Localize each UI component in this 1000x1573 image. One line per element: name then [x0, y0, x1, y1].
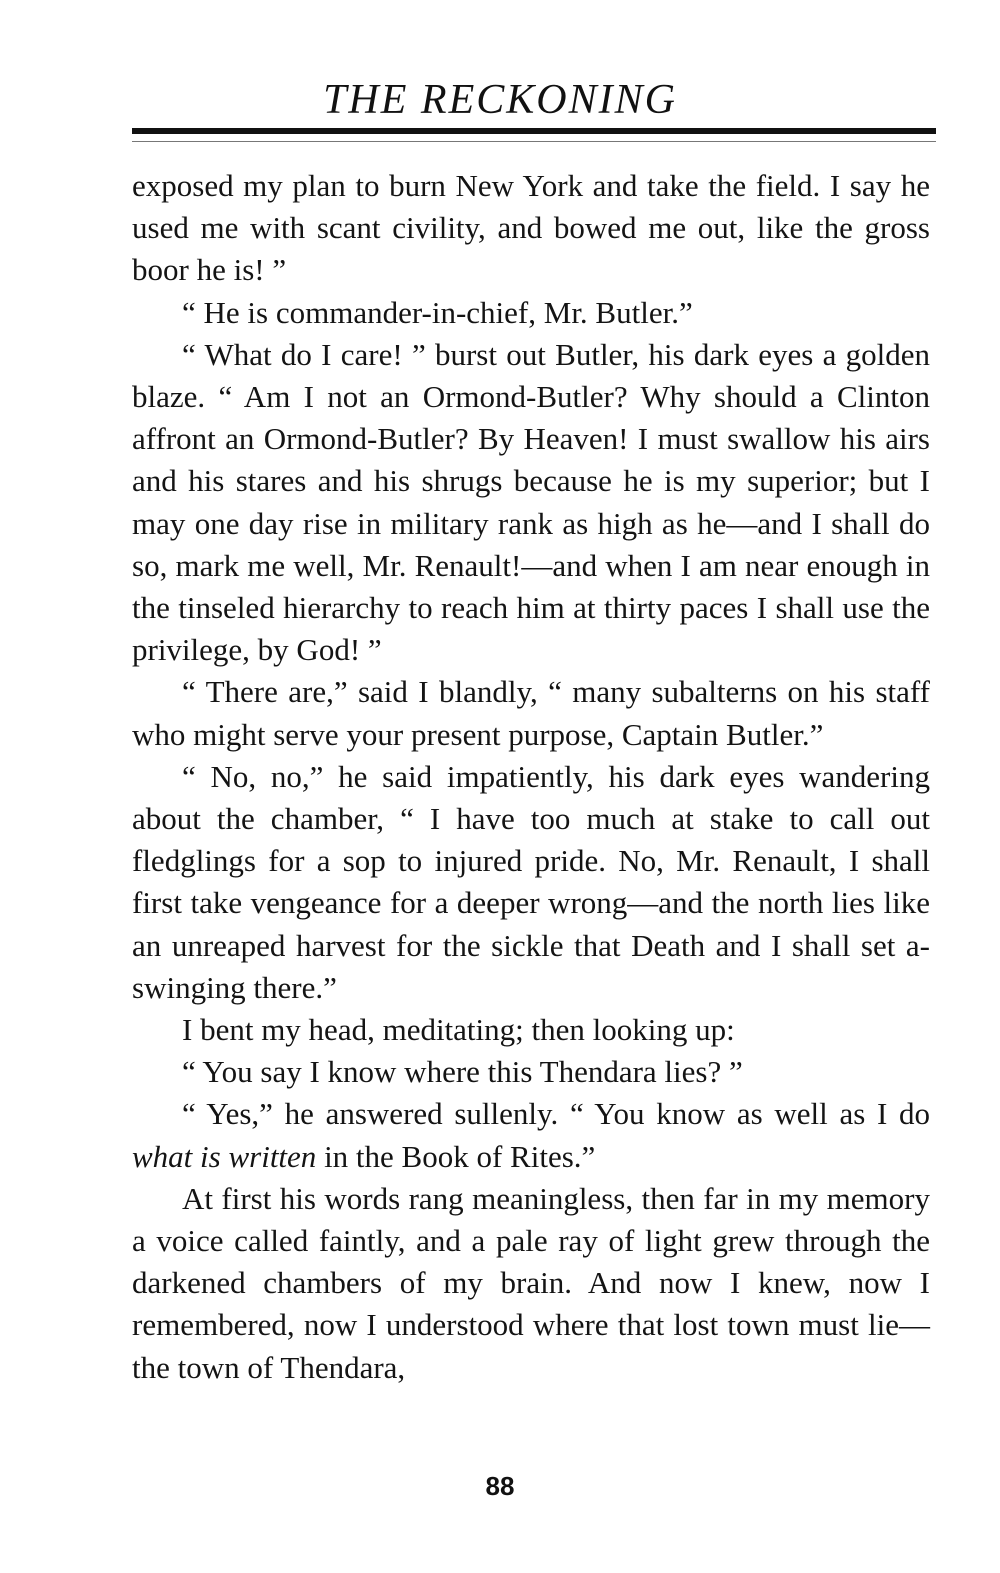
paragraph-2: “ He is commander-in-chief, Mr. Butler.” [182, 294, 693, 330]
paragraph-9: At first his words rang meaningless, then far in my memory a voice called faintly, and a pale ray of light grew through the darkened chambers of my brain. And now I knew, now I remembered, now I understood where that lost town must lie—the town of Thendara, [132, 1180, 930, 1385]
paragraph-8 [132, 1093, 930, 1177]
paragraph-3: “ What do I care! ” burst out Butler, his dark eyes a golden blaze. “ Am I not an Ormond-Butler? Why should a Clinton affront an Ormond-Butler? By Heaven! I must swallow his airs and his stares and his shrugs because he is my superior; but I may one day rise in military rank as high as he—and I shall do so, mark me well, Mr. Renault!—and when I am near enough in the tinseled hierarchy to reach him at thirty paces I shall use the privilege, by God! ” [132, 336, 930, 668]
paragraph-6: I bent my head, meditating; then looking up: [182, 1012, 735, 1048]
emphasis-what-is-written: what is written [132, 1138, 317, 1174]
body-text [132, 165, 930, 1389]
header-rule-thick [132, 128, 936, 134]
paragraph-5: “ No, no,” he said impatiently, his dark eyes wandering about the chamber, “ I have too much at stake to call out fledglings for a sop to injured pride. No, Mr. Renault, I shall first take vengeance for a deeper wrong—and the north lies like an unreaped harvest for the sickle that Death and I shall set a-swinging there.” [132, 758, 930, 1005]
header-rule-thin [132, 141, 936, 142]
paragraph-1: exposed my plan to burn New York and take the field. I say he used me with scant civility, and bowed me out, like the gross boor he is! ” [132, 168, 930, 288]
paragraph-4: “ There are,” said I blandly, “ many subalterns on his staff who might serve your present purpose, Captain Butler.” [132, 674, 930, 752]
paragraph-8-tail: in the Book of Rites.” [316, 1138, 596, 1174]
paragraph-8-lead: “ Yes,” he answered sullenly. “ You know as well as I do [182, 1096, 930, 1132]
paragraph-7: “ You say I know where this Thendara lies? ” [182, 1054, 743, 1090]
running-title: THE RECKONING [323, 77, 677, 123]
page-number: 88 [485, 1471, 515, 1501]
